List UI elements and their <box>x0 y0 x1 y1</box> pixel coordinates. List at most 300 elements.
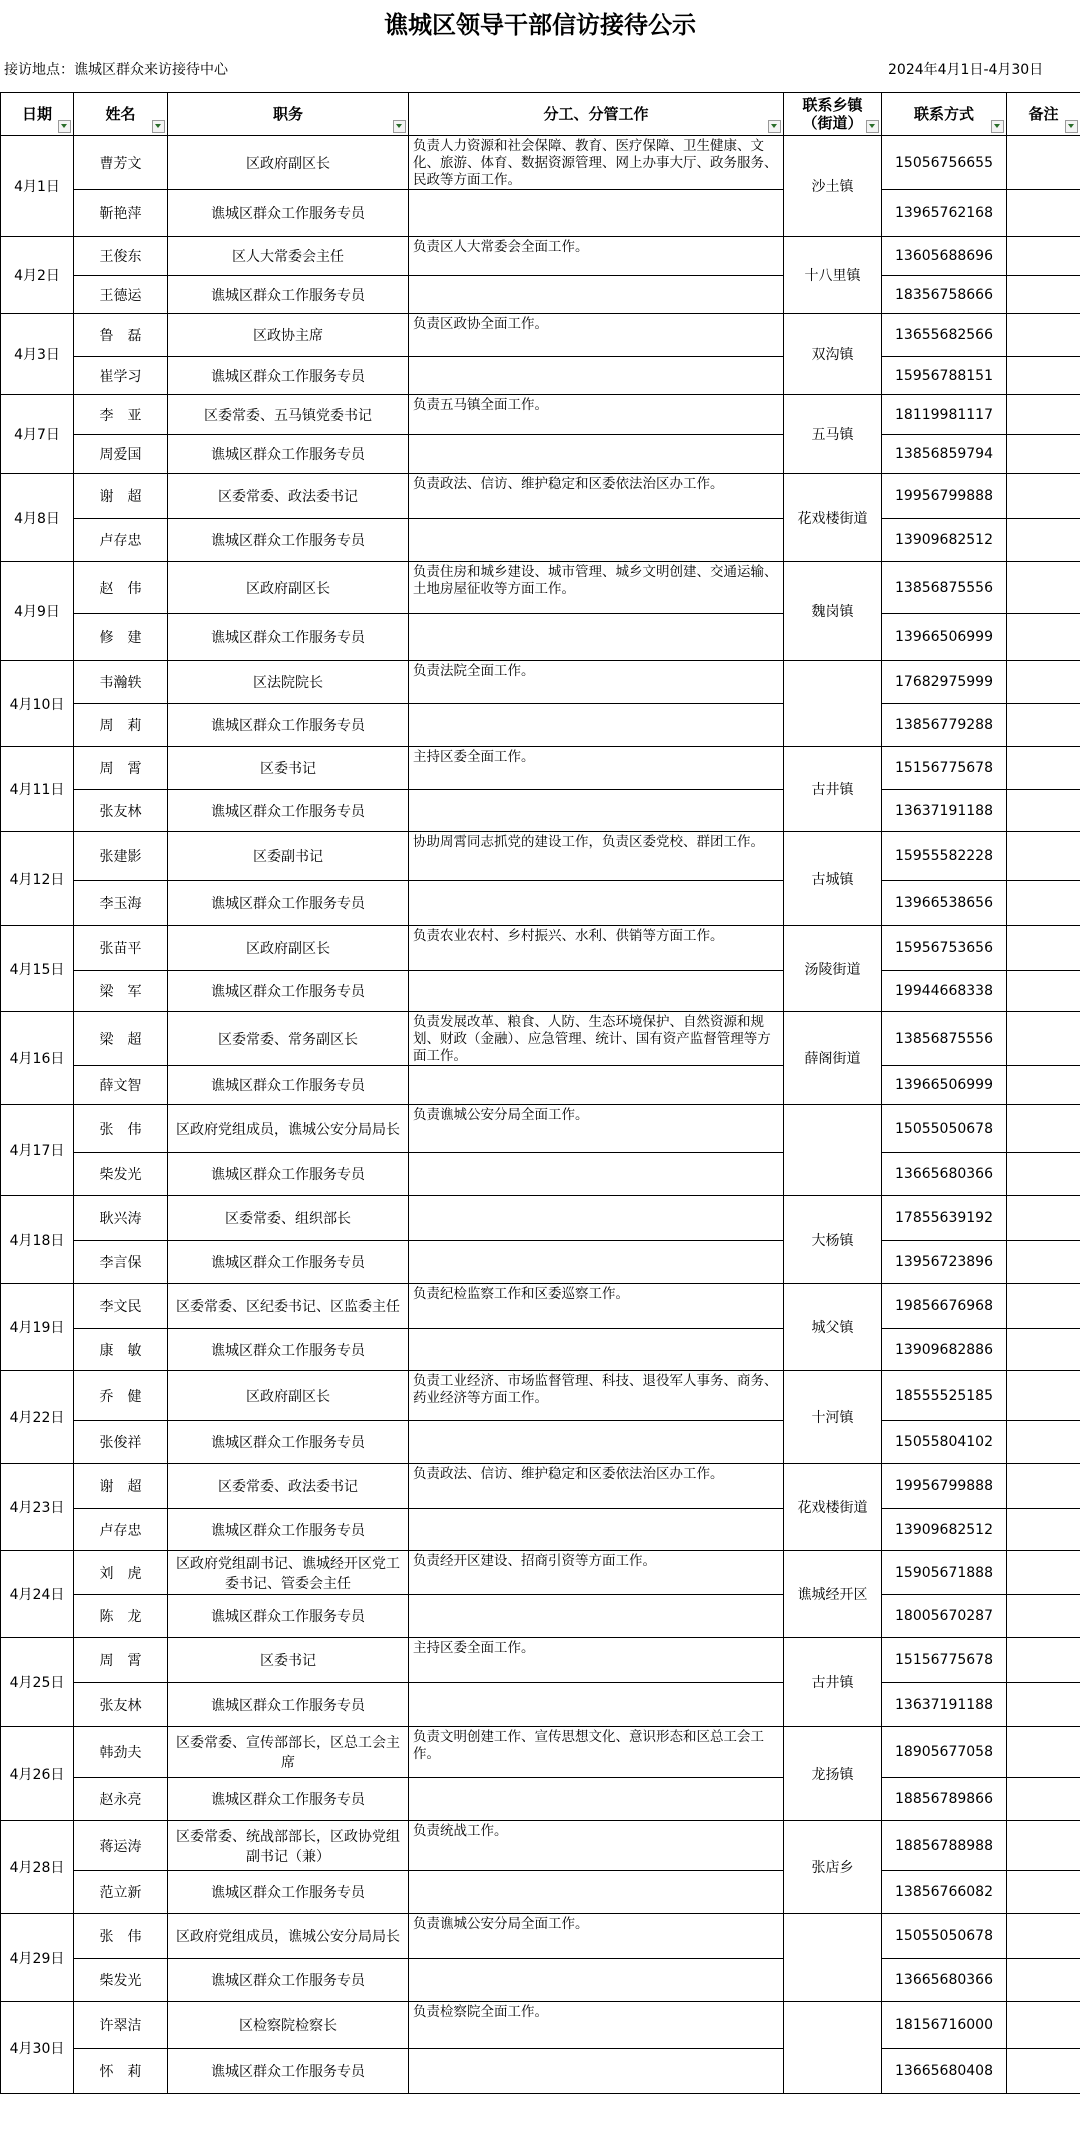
date-cell: 4月26日 <box>1 1727 74 1821</box>
phone-cell: 13665680408 <box>882 2049 1007 2094</box>
duty-cell: 负责农业农村、乡村振兴、水利、供销等方面工作。 <box>409 926 784 971</box>
phone-cell: 15055050678 <box>882 1105 1007 1153</box>
town-cell: 十河镇 <box>784 1371 882 1464</box>
position-cell: 谯城区群众工作服务专员 <box>168 1959 409 2002</box>
duty-cell: 负责发展改革、粮食、人防、生态环境保护、自然资源和规划、财政（金融）、应急管理、统计、国有资产监督管理等方面工作。 <box>409 1012 784 1066</box>
name-cell: 李 亚 <box>74 395 168 435</box>
date-cell: 4月3日 <box>1 314 74 395</box>
name-cell: 康 敏 <box>74 1329 168 1371</box>
town-cell: 龙扬镇 <box>784 1727 882 1821</box>
duty-cell <box>409 1778 784 1821</box>
date-cell: 4月30日 <box>1 2002 74 2094</box>
town-cell: 城父镇 <box>784 1284 882 1371</box>
phone-cell: 15055050678 <box>882 1914 1007 1959</box>
position-cell: 区政协主席 <box>168 314 409 357</box>
duty-cell <box>409 1509 784 1551</box>
name-cell: 陈 龙 <box>74 1595 168 1638</box>
duty-cell: 负责谯城公安分局全面工作。 <box>409 1105 784 1153</box>
position-cell: 区政府副区长 <box>168 136 409 190</box>
header-position: 职务 <box>168 93 409 136</box>
name-cell: 李文民 <box>74 1284 168 1329</box>
remark-cell <box>1007 2002 1080 2049</box>
table-row <box>1 1421 1080 1464</box>
table-row <box>1 1105 1080 1153</box>
phone-cell: 13856859794 <box>882 435 1007 474</box>
table-row <box>1 1914 1080 1959</box>
duty-cell <box>409 357 784 395</box>
name-cell: 张建影 <box>74 832 168 881</box>
town-cell: 花戏楼街道 <box>784 1464 882 1551</box>
date-cell: 4月1日 <box>1 136 74 237</box>
phone-cell: 13966506999 <box>882 1066 1007 1105</box>
duty-cell: 负责文明创建工作、宣传思想文化、意识形态和区总工会工作。 <box>409 1727 784 1778</box>
table-row <box>1 881 1080 926</box>
name-cell: 张 伟 <box>74 1105 168 1153</box>
table-row <box>1 971 1080 1012</box>
phone-cell: 18905677058 <box>882 1727 1007 1778</box>
table-row <box>1 832 1080 881</box>
town-cell: 汤陵街道 <box>784 926 882 1012</box>
town-cell: 双沟镇 <box>784 314 882 395</box>
name-cell: 周 莉 <box>74 704 168 747</box>
position-cell: 谯城区群众工作服务专员 <box>168 1778 409 1821</box>
table-row <box>1 1871 1080 1914</box>
position-cell: 谯城区群众工作服务专员 <box>168 704 409 747</box>
duty-cell: 主持区委全面工作。 <box>409 1638 784 1683</box>
table-body <box>1 136 1080 2094</box>
table-row <box>1 314 1080 357</box>
position-cell: 谯城区群众工作服务专员 <box>168 1421 409 1464</box>
position-cell: 谯城区群众工作服务专员 <box>168 190 409 237</box>
position-cell: 谯城区群众工作服务专员 <box>168 1153 409 1196</box>
remark-cell <box>1007 1638 1080 1683</box>
phone-cell: 13909682512 <box>882 1509 1007 1551</box>
duty-cell <box>409 1196 784 1241</box>
phone-cell: 13966506999 <box>882 614 1007 661</box>
position-cell: 谯城区群众工作服务专员 <box>168 1683 409 1727</box>
date-cell: 4月7日 <box>1 395 74 474</box>
remark-cell <box>1007 1196 1080 1241</box>
phone-cell: 17855639192 <box>882 1196 1007 1241</box>
remark-cell <box>1007 1153 1080 1196</box>
phone-cell: 18856789866 <box>882 1778 1007 1821</box>
table-row <box>1 1196 1080 1241</box>
duty-cell: 主持区委全面工作。 <box>409 747 784 790</box>
remark-cell <box>1007 474 1080 519</box>
table-row <box>1 704 1080 747</box>
duty-cell: 负责统战工作。 <box>409 1821 784 1871</box>
remark-cell <box>1007 1421 1080 1464</box>
phone-cell: 19956799888 <box>882 474 1007 519</box>
table-row <box>1 395 1080 435</box>
table-row <box>1 435 1080 474</box>
name-cell: 韦瀚轶 <box>74 661 168 704</box>
remark-cell <box>1007 314 1080 357</box>
remark-cell <box>1007 661 1080 704</box>
remark-cell <box>1007 2049 1080 2094</box>
reception-table <box>0 92 1080 2094</box>
town-cell: 大杨镇 <box>784 1196 882 1284</box>
phone-cell: 13856875556 <box>882 562 1007 614</box>
name-cell: 赵永亮 <box>74 1778 168 1821</box>
name-cell: 梁 超 <box>74 1012 168 1066</box>
date-cell: 4月17日 <box>1 1105 74 1196</box>
position-cell: 谯城区群众工作服务专员 <box>168 276 409 314</box>
remark-cell <box>1007 747 1080 790</box>
town-cell: 古井镇 <box>784 747 882 832</box>
duty-cell <box>409 1153 784 1196</box>
phone-cell: 19956799888 <box>882 1464 1007 1509</box>
duty-cell <box>409 790 784 832</box>
remark-cell <box>1007 1821 1080 1871</box>
remark-cell <box>1007 276 1080 314</box>
table-row <box>1 614 1080 661</box>
header-town: 联系乡镇（街道） <box>784 93 882 136</box>
town-cell: 五马镇 <box>784 395 882 474</box>
name-cell: 张俊祥 <box>74 1421 168 1464</box>
duty-cell: 负责区政协全面工作。 <box>409 314 784 357</box>
name-cell: 许翠洁 <box>74 2002 168 2049</box>
name-cell: 薛文智 <box>74 1066 168 1105</box>
phone-cell: 15956753656 <box>882 926 1007 971</box>
town-cell: 魏岗镇 <box>784 562 882 661</box>
phone-cell: 18555525185 <box>882 1371 1007 1421</box>
table-row <box>1 1959 1080 2002</box>
remark-cell <box>1007 1551 1080 1595</box>
name-cell: 李玉海 <box>74 881 168 926</box>
position-cell: 谯城区群众工作服务专员 <box>168 2049 409 2094</box>
remark-cell <box>1007 926 1080 971</box>
remark-cell <box>1007 237 1080 276</box>
position-cell: 谯城区群众工作服务专员 <box>168 1241 409 1284</box>
phone-cell: 13956723896 <box>882 1241 1007 1284</box>
duty-cell <box>409 276 784 314</box>
date-cell: 4月2日 <box>1 237 74 314</box>
phone-cell: 13637191188 <box>882 790 1007 832</box>
name-cell: 范立新 <box>74 1871 168 1914</box>
name-cell: 曹芳文 <box>74 136 168 190</box>
town-cell <box>784 661 882 747</box>
position-cell: 区委副书记 <box>168 832 409 881</box>
table-row <box>1 1778 1080 1821</box>
table-row <box>1 1509 1080 1551</box>
name-cell: 梁 军 <box>74 971 168 1012</box>
duty-cell <box>409 1066 784 1105</box>
phone-cell: 18356758666 <box>882 276 1007 314</box>
name-cell: 王俊东 <box>74 237 168 276</box>
date-cell: 4月22日 <box>1 1371 74 1464</box>
duty-cell <box>409 1871 784 1914</box>
remark-cell <box>1007 704 1080 747</box>
phone-cell: 13856779288 <box>882 704 1007 747</box>
position-cell: 谯城区群众工作服务专员 <box>168 971 409 1012</box>
name-cell: 王德运 <box>74 276 168 314</box>
duty-cell: 负责工业经济、市场监督管理、科技、退役军人事务、商务、药业经济等方面工作。 <box>409 1371 784 1421</box>
phone-cell: 13605688696 <box>882 237 1007 276</box>
remark-cell <box>1007 1371 1080 1421</box>
table-row <box>1 1153 1080 1196</box>
remark-cell <box>1007 832 1080 881</box>
remark-cell <box>1007 395 1080 435</box>
phone-cell: 15956788151 <box>882 357 1007 395</box>
position-cell: 谯城区群众工作服务专员 <box>168 1329 409 1371</box>
remark-cell <box>1007 614 1080 661</box>
filter-dropdown-icon[interactable] <box>58 120 71 133</box>
phone-cell: 15156775678 <box>882 1638 1007 1683</box>
duty-cell <box>409 1329 784 1371</box>
date-cell: 4月15日 <box>1 926 74 1012</box>
position-cell: 区委常委、宣传部部长，区总工会主席 <box>168 1727 409 1778</box>
duty-cell <box>409 2049 784 2094</box>
header-row <box>1 93 1080 136</box>
duty-cell <box>409 1595 784 1638</box>
table-row <box>1 1012 1080 1066</box>
remark-cell <box>1007 1914 1080 1959</box>
name-cell: 张友林 <box>74 1683 168 1727</box>
date-cell: 4月12日 <box>1 832 74 926</box>
position-cell: 区政府党组成员，谯城公安分局局长 <box>168 1914 409 1959</box>
position-cell: 区委常委、政法委书记 <box>168 474 409 519</box>
table-row <box>1 1551 1080 1595</box>
phone-cell: 15905671888 <box>882 1551 1007 1595</box>
filter-dropdown-icon[interactable] <box>866 120 879 133</box>
position-cell: 区人大常委会主任 <box>168 237 409 276</box>
position-cell: 谯城区群众工作服务专员 <box>168 1066 409 1105</box>
remark-cell <box>1007 1683 1080 1727</box>
position-cell: 谯城区群众工作服务专员 <box>168 1595 409 1638</box>
duty-cell: 负责住房和城乡建设、城市管理、城乡文明创建、交通运输、土地房屋征收等方面工作。 <box>409 562 784 614</box>
header-remark: 备注 <box>1007 93 1080 136</box>
town-cell: 古城镇 <box>784 832 882 926</box>
name-cell: 耿兴涛 <box>74 1196 168 1241</box>
phone-cell: 13909682886 <box>882 1329 1007 1371</box>
date-cell: 4月8日 <box>1 474 74 562</box>
duty-cell: 协助周霄同志抓党的建设工作，负责区委党校、群团工作。 <box>409 832 784 881</box>
date-cell: 4月18日 <box>1 1196 74 1284</box>
remark-cell <box>1007 190 1080 237</box>
remark-cell <box>1007 1241 1080 1284</box>
phone-cell: 13856875556 <box>882 1012 1007 1066</box>
name-cell: 周爱国 <box>74 435 168 474</box>
name-cell: 谢 超 <box>74 474 168 519</box>
remark-cell <box>1007 136 1080 190</box>
name-cell: 周 霄 <box>74 1638 168 1683</box>
phone-cell: 18156716000 <box>882 2002 1007 2049</box>
phone-cell: 19856676968 <box>882 1284 1007 1329</box>
name-cell: 卢存忠 <box>74 1509 168 1551</box>
table-row <box>1 237 1080 276</box>
filter-dropdown-icon[interactable] <box>768 120 781 133</box>
name-cell: 韩劲夫 <box>74 1727 168 1778</box>
name-cell: 刘 虎 <box>74 1551 168 1595</box>
duty-cell <box>409 1241 784 1284</box>
position-cell: 区法院院长 <box>168 661 409 704</box>
town-cell: 薛阁街道 <box>784 1012 882 1105</box>
table-row <box>1 1284 1080 1329</box>
table-row <box>1 1464 1080 1509</box>
table-row <box>1 1066 1080 1105</box>
duty-cell: 负责检察院全面工作。 <box>409 2002 784 2049</box>
table-row <box>1 747 1080 790</box>
position-cell: 区委常委、统战部部长，区政协党组副书记（兼） <box>168 1821 409 1871</box>
position-cell: 谯城区群众工作服务专员 <box>168 357 409 395</box>
table-row <box>1 136 1080 190</box>
name-cell: 崔学习 <box>74 357 168 395</box>
position-cell: 区委书记 <box>168 747 409 790</box>
duty-cell: 负责谯城公安分局全面工作。 <box>409 1914 784 1959</box>
duty-cell: 负责政法、信访、维护稳定和区委依法治区办工作。 <box>409 1464 784 1509</box>
duty-cell <box>409 881 784 926</box>
remark-cell <box>1007 881 1080 926</box>
phone-cell: 15056756655 <box>882 136 1007 190</box>
duty-cell <box>409 1421 784 1464</box>
position-cell: 谯城区群众工作服务专员 <box>168 1509 409 1551</box>
filter-dropdown-icon[interactable] <box>152 120 165 133</box>
remark-cell <box>1007 357 1080 395</box>
position-cell: 区政府副区长 <box>168 562 409 614</box>
position-cell: 区委常委、区纪委书记、区监委主任 <box>168 1284 409 1329</box>
duty-cell <box>409 971 784 1012</box>
name-cell: 怀 莉 <box>74 2049 168 2094</box>
table-row <box>1 1241 1080 1284</box>
duty-cell: 负责纪检监察工作和区委巡察工作。 <box>409 1284 784 1329</box>
table-row <box>1 1727 1080 1778</box>
phone-cell: 13966538656 <box>882 881 1007 926</box>
date-cell: 4月16日 <box>1 1012 74 1105</box>
town-cell <box>784 2002 882 2094</box>
remark-cell <box>1007 1329 1080 1371</box>
town-cell: 十八里镇 <box>784 237 882 314</box>
remark-cell <box>1007 519 1080 562</box>
header-date: 日期 <box>1 93 74 136</box>
duty-cell <box>409 435 784 474</box>
table-row <box>1 474 1080 519</box>
date-cell: 4月28日 <box>1 1821 74 1914</box>
name-cell: 张苗平 <box>74 926 168 971</box>
position-cell: 区政府副区长 <box>168 1371 409 1421</box>
date-cell: 4月23日 <box>1 1464 74 1551</box>
position-cell: 谯城区群众工作服务专员 <box>168 519 409 562</box>
remark-cell <box>1007 1012 1080 1066</box>
remark-cell <box>1007 1509 1080 1551</box>
name-cell: 蒋运涛 <box>74 1821 168 1871</box>
header-duty: 分工、分管工作 <box>409 93 784 136</box>
reception-location: 接访地点：谯城区群众来访接待中心 <box>4 62 228 78</box>
name-cell: 卢存忠 <box>74 519 168 562</box>
phone-cell: 13665680366 <box>882 1959 1007 2002</box>
remark-cell <box>1007 1871 1080 1914</box>
phone-cell: 13655682566 <box>882 314 1007 357</box>
name-cell: 靳艳萍 <box>74 190 168 237</box>
table-row <box>1 1595 1080 1638</box>
position-cell: 谯城区群众工作服务专员 <box>168 881 409 926</box>
position-cell: 区委常委、五马镇党委书记 <box>168 395 409 435</box>
name-cell: 鲁 磊 <box>74 314 168 357</box>
filter-dropdown-icon[interactable] <box>1065 120 1078 133</box>
position-cell: 区委常委、组织部长 <box>168 1196 409 1241</box>
position-cell: 谯城区群众工作服务专员 <box>168 614 409 661</box>
phone-cell: 18856788988 <box>882 1821 1007 1871</box>
phone-cell: 18005670287 <box>882 1595 1007 1638</box>
name-cell: 修 建 <box>74 614 168 661</box>
table-row <box>1 661 1080 704</box>
position-cell: 区委常委、常务副区长 <box>168 1012 409 1066</box>
table-row <box>1 1683 1080 1727</box>
header-phone: 联系方式 <box>882 93 1007 136</box>
date-cell: 4月19日 <box>1 1284 74 1371</box>
position-cell: 区检察院检察长 <box>168 2002 409 2049</box>
name-cell: 张 伟 <box>74 1914 168 1959</box>
town-cell <box>784 1914 882 2002</box>
town-cell: 古井镇 <box>784 1638 882 1727</box>
duty-cell: 负责政法、信访、维护稳定和区委依法治区办工作。 <box>409 474 784 519</box>
header-name: 姓名 <box>74 93 168 136</box>
duty-cell: 负责人力资源和社会保障、教育、医疗保障、卫生健康、文化、旅游、体育、数据资源管理、网上办事大厅、政务服务、民政等方面工作。 <box>409 136 784 190</box>
remark-cell <box>1007 1727 1080 1778</box>
table-row <box>1 1821 1080 1871</box>
position-cell: 谯城区群众工作服务专员 <box>168 1871 409 1914</box>
name-cell: 乔 健 <box>74 1371 168 1421</box>
duty-cell: 负责五马镇全面工作。 <box>409 395 784 435</box>
table-row <box>1 276 1080 314</box>
duty-cell <box>409 704 784 747</box>
phone-cell: 13856766082 <box>882 1871 1007 1914</box>
phone-cell: 13965762168 <box>882 190 1007 237</box>
name-cell: 李言保 <box>74 1241 168 1284</box>
table-row <box>1 519 1080 562</box>
phone-cell: 15156775678 <box>882 747 1007 790</box>
table-row <box>1 562 1080 614</box>
remark-cell <box>1007 1105 1080 1153</box>
remark-cell <box>1007 1778 1080 1821</box>
date-cell: 4月9日 <box>1 562 74 661</box>
town-cell: 张店乡 <box>784 1821 882 1914</box>
name-cell: 柴发光 <box>74 1153 168 1196</box>
town-cell: 谯城经开区 <box>784 1551 882 1638</box>
table-row <box>1 926 1080 971</box>
phone-cell: 13909682512 <box>882 519 1007 562</box>
name-cell: 赵 伟 <box>74 562 168 614</box>
town-cell: 花戏楼街道 <box>784 474 882 562</box>
phone-cell: 17682975999 <box>882 661 1007 704</box>
filter-dropdown-icon[interactable] <box>991 120 1004 133</box>
town-cell <box>784 1105 882 1196</box>
duty-cell <box>409 1959 784 2002</box>
phone-cell: 15955582228 <box>882 832 1007 881</box>
remark-cell <box>1007 971 1080 1012</box>
filter-dropdown-icon[interactable] <box>393 120 406 133</box>
phone-cell: 13637191188 <box>882 1683 1007 1727</box>
duty-cell <box>409 1683 784 1727</box>
position-cell: 区政府副区长 <box>168 926 409 971</box>
duty-cell: 负责法院全面工作。 <box>409 661 784 704</box>
date-cell: 4月25日 <box>1 1638 74 1727</box>
phone-cell: 18119981117 <box>882 395 1007 435</box>
table-row <box>1 190 1080 237</box>
duty-cell <box>409 519 784 562</box>
table-row <box>1 2002 1080 2049</box>
position-cell: 区委常委、政法委书记 <box>168 1464 409 1509</box>
date-cell: 4月10日 <box>1 661 74 747</box>
remark-cell <box>1007 1595 1080 1638</box>
remark-cell <box>1007 1284 1080 1329</box>
phone-cell: 15055804102 <box>882 1421 1007 1464</box>
remark-cell <box>1007 1464 1080 1509</box>
reception-period: 2024年4月1日-4月30日 <box>888 62 1044 78</box>
remark-cell <box>1007 1066 1080 1105</box>
table-row <box>1 1329 1080 1371</box>
position-cell: 谯城区群众工作服务专员 <box>168 790 409 832</box>
